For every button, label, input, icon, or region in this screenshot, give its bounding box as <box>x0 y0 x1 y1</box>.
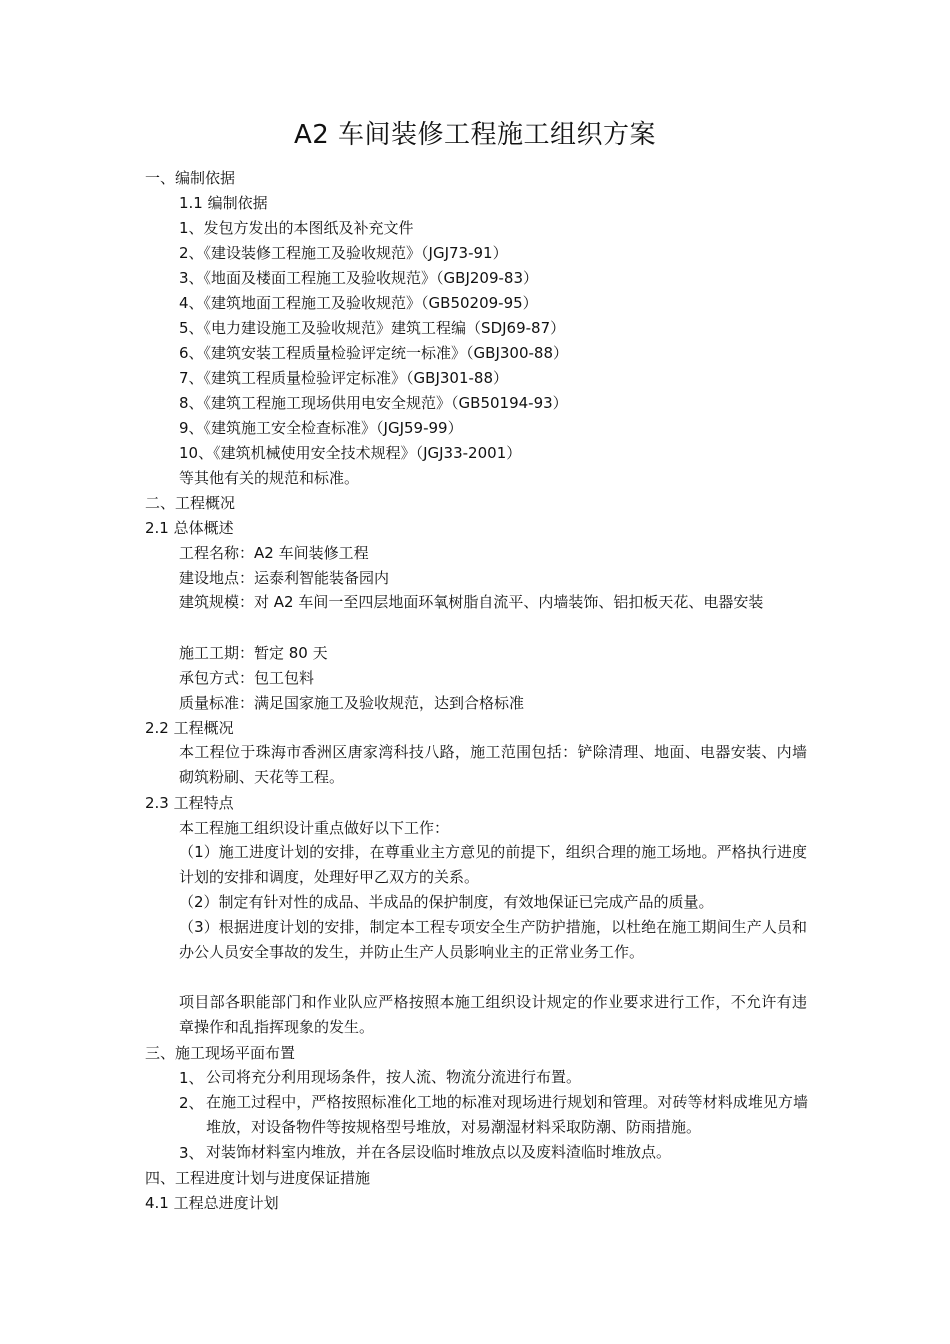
feature-2 <box>179 890 807 915</box>
basis-item-8: 8、《建筑工程施工现场供用电安全规范》（GB50194-93） <box>179 394 568 412</box>
section-4-1-heading: 4.1 工程总进度计划 <box>145 1194 279 1212</box>
document-title: A2 车间装修工程施工组织方案 <box>293 120 657 150</box>
section-1-1-heading: 1.1 编制依据 <box>179 194 268 212</box>
section-4-heading: 四、工程进度计划与进度保证措施 <box>145 1169 371 1187</box>
section-2-3-heading: 2.3 工程特点 <box>145 794 234 812</box>
feature-4-text: 项目部各职能部门和作业队应严格按照本施工组织设计规定的作业要求进行工作，不允许有违章操作和乱指挥现象的发生。 <box>179 993 807 1036</box>
feature-1-text: （1）施工进度计划的安排，在尊重业主方意见的前提下，组织合理的施工场地。严格执行进度计划的安排和调度，处理好甲乙双方的关系。 <box>179 843 807 886</box>
basis-item-2: 2、《建设装修工程施工及验收规范》（JGJ73-91） <box>179 244 508 262</box>
layout-item-3-number: 3、 <box>179 1144 204 1162</box>
project-overview-text: 本工程位于珠海市香洲区唐家湾科技八路，施工范围包括：铲除清理、地面、电器安装、内墙砌筑粉刷、天花等工程。 <box>179 743 807 786</box>
project-scale-text: 建筑规模：对 A2 车间一至四层地面环氧树脂自流平、内墙装饰、铝扣板天花、电器安装 <box>179 593 764 611</box>
section-2-1-heading: 2.1 总体概述 <box>145 519 234 537</box>
basis-item-9: 9、《建筑施工安全检查标准》（JGJ59-99） <box>179 419 463 437</box>
feature-3-text: （3）根据进度计划的安排，制定本工程专项安全生产防护措施，以杜绝在施工期间生产人员和办公人员安全事故的发生，并防止生产人员影响业主的正常业务工作。 <box>179 918 807 961</box>
feature-4 <box>179 990 807 1040</box>
project-quality: 质量标准：满足国家施工及验收规范，达到合格标准 <box>179 694 525 712</box>
project-contract: 承包方式：包工包料 <box>179 669 315 687</box>
layout-item-1: 公司将充分利用现场条件，按人流、物流分流进行布置。 <box>206 1068 582 1086</box>
project-site: 建设地点：运泰利智能装备园内 <box>179 569 390 587</box>
basis-item-5: 5、《电力建设施工及验收规范》建筑工程编（SDJ69-87） <box>179 319 566 337</box>
section-3-heading: 三、施工现场平面布置 <box>145 1044 296 1062</box>
layout-item-2: 在施工过程中，严格按照标准化工地的标准对现场进行规划和管理。对砖等材料成堆见方墙堆放，对设备物件等按规格型号堆放，对易潮湿材料采取防潮、防雨措施。 <box>206 1093 808 1136</box>
project-scale <box>179 590 807 615</box>
basis-item-3: 3、《地面及楼面工程施工及验收规范》（GBJ209-83） <box>179 269 539 287</box>
basis-item-6: 6、《建筑安装工程质量检验评定统一标准》（GBJ300-88） <box>179 344 569 362</box>
layout-item-1-number: 1、 <box>179 1069 204 1087</box>
basis-item-other: 等其他有关的规范和标准。 <box>179 469 360 487</box>
feature-2-text: （2）制定有针对性的成品、半成品的保护制度，有效地保证已完成产品的质量。 <box>179 893 714 911</box>
basis-item-10: 10、《建筑机械使用安全技术规程》（JGJ33-2001） <box>179 444 522 462</box>
basis-item-7: 7、《建筑工程质量检验评定标准》（GBJ301-88） <box>179 369 509 387</box>
project-period: 施工工期：暂定 80 天 <box>179 644 328 662</box>
section-2-2-heading: 2.2 工程概况 <box>145 719 234 737</box>
basis-item-4: 4、《建筑地面工程施工及验收规范》（GB50209-95） <box>179 294 538 312</box>
basis-item-1: 1、发包方发出的本图纸及补充文件 <box>179 219 414 237</box>
section-1-heading: 一、编制依据 <box>145 169 236 187</box>
features-intro: 本工程施工组织设计重点做好以下工作： <box>179 819 450 837</box>
section-2-heading: 二、工程概况 <box>145 494 236 512</box>
project-overview <box>179 740 807 790</box>
feature-1 <box>179 840 807 890</box>
layout-item-2-number: 2、 <box>179 1094 204 1112</box>
feature-3 <box>179 915 807 965</box>
project-name: 工程名称：A2 车间装修工程 <box>179 544 369 562</box>
layout-item-3: 对装饰材料室内堆放，并在各层设临时堆放点以及废料渣临时堆放点。 <box>206 1143 672 1161</box>
